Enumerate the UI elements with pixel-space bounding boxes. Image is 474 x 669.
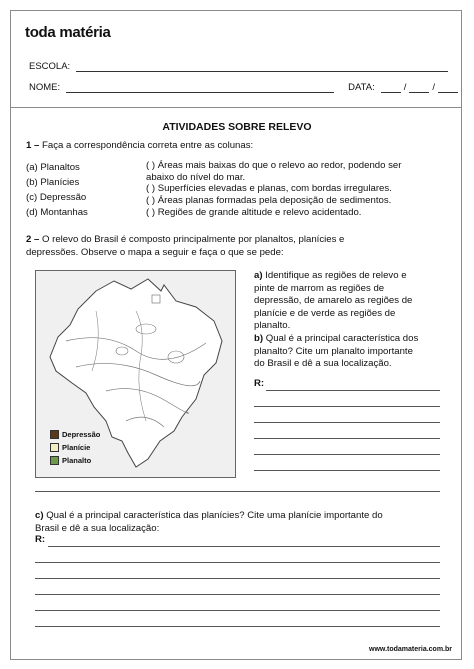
q2b-answer-line-2[interactable]: [254, 406, 440, 407]
q2c-answer-line-3[interactable]: [35, 578, 440, 579]
q1-right-column: [146, 160, 446, 219]
q2b-answer-line-5[interactable]: [254, 454, 440, 455]
q2b-answer-line-3[interactable]: [254, 422, 440, 423]
q2c-answer-label: R:: [35, 534, 46, 545]
brazil-map: [35, 270, 236, 478]
q1-right-1[interactable]: ( ) Áreas mais baixas do que o relevo ao redor, podendo ser: [146, 160, 402, 171]
q1-option-d: (d) Montanhas: [26, 207, 88, 218]
q2c-answer-line-6[interactable]: [35, 626, 440, 627]
date-label: DATA:: [348, 82, 375, 93]
name-label: NOME:: [29, 82, 61, 93]
q2c-text: c) Qual é a principal característica das planícies? Cite uma planície importante do Brasil e dê a sua localização:: [35, 510, 383, 534]
legend-depressao: Depressão: [50, 428, 100, 441]
legend-planalto: Planalto: [50, 454, 100, 467]
q2c-answer-line-2[interactable]: [35, 562, 440, 563]
q1-option-b: (b) Planícies: [26, 177, 80, 188]
page-title: ATIVIDADES SOBRE RELEVO: [162, 121, 312, 133]
q2a-text: a) Identifique as regiões de relevo e pinte de marrom as regiões de depressão, de amarelo as regiões de planície e de verde as regiões de planalto.: [254, 270, 413, 331]
map-legend: [50, 428, 100, 467]
q2c-answer-line-5[interactable]: [35, 610, 440, 611]
q2b-answer-line-7[interactable]: [35, 491, 440, 492]
name-field: NOME: DATA: / /: [29, 82, 458, 93]
q1-prompt: 1 – Faça a correspondência correta entre as colunas:: [26, 140, 254, 151]
q2c-answer-line-4[interactable]: [35, 594, 440, 595]
legend-swatch-planalto: [50, 456, 59, 465]
legend-planicie: Planície: [50, 441, 100, 454]
name-line[interactable]: [66, 91, 334, 93]
q1-option-a: (a) Planaltos: [26, 162, 80, 173]
date-year-line[interactable]: [438, 91, 458, 93]
site-url: www.todamateria.com.br: [369, 646, 452, 653]
q2b-text: b) Qual é a principal característica dos planalto? Cite um planalto importante do Brasil e dê a sua localização.: [254, 333, 419, 369]
q2b-answer-line-1[interactable]: [266, 390, 440, 391]
q2b-answer-line-6[interactable]: [254, 470, 440, 471]
school-line[interactable]: [76, 70, 448, 72]
q1-option-c: (c) Depressão: [26, 192, 87, 203]
date-month-line[interactable]: [409, 91, 429, 93]
q1-right-1b: abaixo do nível do mar.: [146, 171, 246, 183]
q2b-answer-line-4[interactable]: [254, 438, 440, 439]
date-day-line[interactable]: [381, 91, 401, 93]
legend-swatch-depressao: [50, 430, 59, 439]
q1-left-column: [26, 160, 88, 220]
legend-swatch-planicie: [50, 443, 59, 452]
q1-right-4[interactable]: ( ) Regiões de grande altitude e relevo acidentado.: [146, 206, 362, 218]
q2b-answer-label: R:: [254, 378, 265, 389]
q1-right-3[interactable]: ( ) Áreas planas formadas pela deposição de sedimentos.: [146, 195, 392, 207]
q2-prompt: 2 – O relevo do Brasil é composto principalmente por planaltos, planícies e depressões. Observe o mapa a seguir e faça o que se pede:: [26, 234, 345, 258]
q2c-answer-line-1[interactable]: [48, 546, 440, 547]
header: [11, 11, 461, 108]
school-label: ESCOLA:: [29, 61, 71, 72]
school-field: [29, 61, 448, 72]
q1-right-2[interactable]: ( ) Superfícies elevadas e planas, com bordas irregulares.: [146, 183, 392, 195]
logo: toda matéria: [25, 24, 111, 41]
